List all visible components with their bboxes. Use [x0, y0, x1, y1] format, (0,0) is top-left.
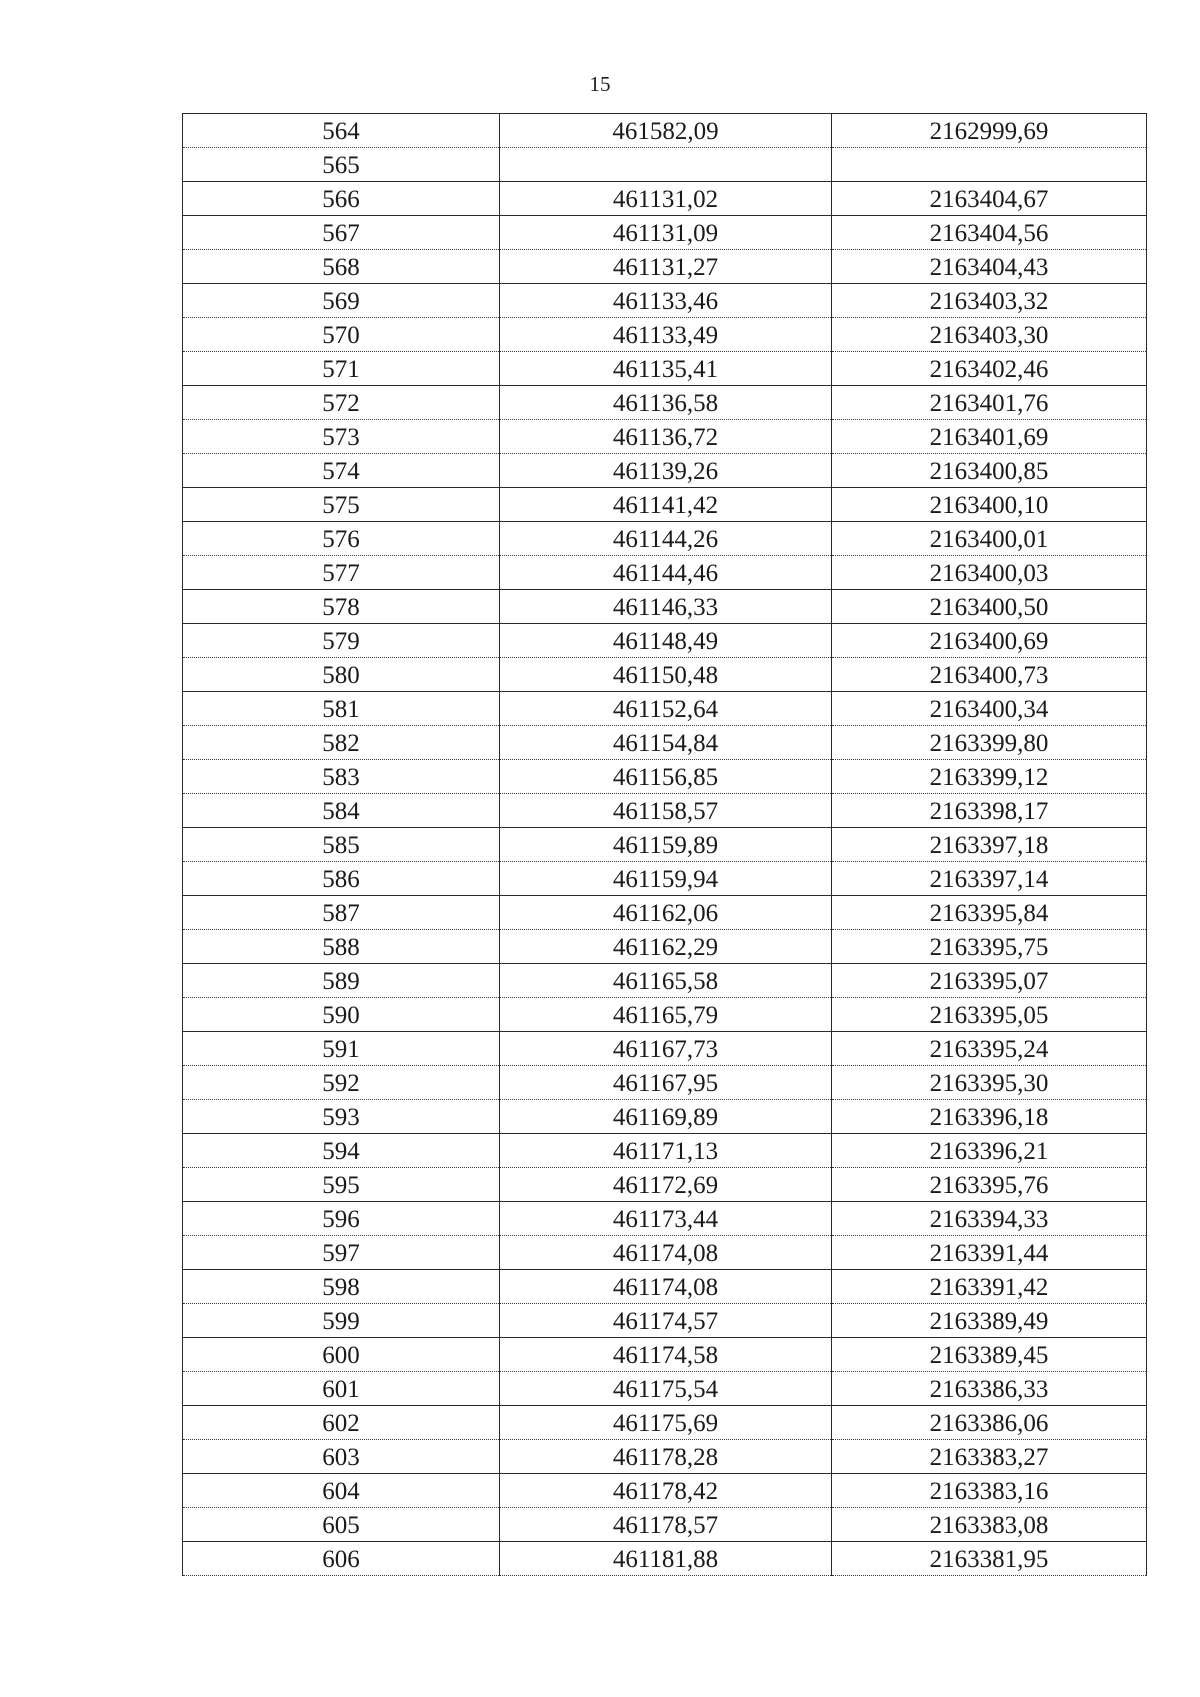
table-row [183, 1338, 1147, 1372]
y-coordinate-cell: 2163400,73 [832, 658, 1147, 692]
y-coordinate-cell: 2163402,46 [832, 352, 1147, 386]
table-row [183, 1270, 1147, 1304]
point-number-cell: 580 [183, 658, 500, 692]
point-number-cell: 605 [183, 1508, 500, 1542]
table-row [183, 420, 1147, 454]
x-coordinate-cell: 461174,08 [500, 1236, 832, 1270]
x-coordinate-cell: 461162,06 [500, 896, 832, 930]
y-coordinate-cell: 2163386,33 [832, 1372, 1147, 1406]
table-row [183, 1440, 1147, 1474]
point-number-cell: 592 [183, 1066, 500, 1100]
point-number-cell: 603 [183, 1440, 500, 1474]
x-coordinate-cell: 461181,88 [500, 1542, 832, 1576]
y-coordinate-cell: 2163397,14 [832, 862, 1147, 896]
y-coordinate-cell: 2163395,84 [832, 896, 1147, 930]
y-coordinate-cell: 2163383,08 [832, 1508, 1147, 1542]
point-number-cell: 597 [183, 1236, 500, 1270]
table-row [183, 1168, 1147, 1202]
point-number-cell: 582 [183, 726, 500, 760]
table-row [183, 1236, 1147, 1270]
x-coordinate-cell: 461144,26 [500, 522, 832, 556]
point-number-cell: 596 [183, 1202, 500, 1236]
y-coordinate-cell [832, 148, 1147, 182]
y-coordinate-cell: 2163404,67 [832, 182, 1147, 216]
point-number-cell: 598 [183, 1270, 500, 1304]
table-row [183, 1134, 1147, 1168]
y-coordinate-cell: 2163383,27 [832, 1440, 1147, 1474]
point-number-cell: 587 [183, 896, 500, 930]
table-row [183, 1100, 1147, 1134]
table-row [183, 1474, 1147, 1508]
x-coordinate-cell: 461139,26 [500, 454, 832, 488]
x-coordinate-cell: 461133,49 [500, 318, 832, 352]
point-number-cell: 604 [183, 1474, 500, 1508]
point-number-cell: 589 [183, 964, 500, 998]
table-row [183, 1304, 1147, 1338]
x-coordinate-cell: 461174,58 [500, 1338, 832, 1372]
x-coordinate-cell: 461171,13 [500, 1134, 832, 1168]
table-row [183, 386, 1147, 420]
x-coordinate-cell: 461136,58 [500, 386, 832, 420]
x-coordinate-cell: 461582,09 [500, 114, 832, 148]
table-row [183, 556, 1147, 590]
x-coordinate-cell: 461178,42 [500, 1474, 832, 1508]
x-coordinate-cell: 461165,58 [500, 964, 832, 998]
table-row [183, 1032, 1147, 1066]
y-coordinate-cell: 2163395,30 [832, 1066, 1147, 1100]
table-row [183, 454, 1147, 488]
y-coordinate-cell: 2163404,56 [832, 216, 1147, 250]
point-number-cell: 576 [183, 522, 500, 556]
point-number-cell: 601 [183, 1372, 500, 1406]
table-row [183, 114, 1147, 148]
point-number-cell: 593 [183, 1100, 500, 1134]
x-coordinate-cell: 461172,69 [500, 1168, 832, 1202]
y-coordinate-cell: 2162999,69 [832, 114, 1147, 148]
point-number-cell: 584 [183, 794, 500, 828]
point-number-cell: 585 [183, 828, 500, 862]
x-coordinate-cell: 461178,57 [500, 1508, 832, 1542]
x-coordinate-cell: 461167,95 [500, 1066, 832, 1100]
point-number-cell: 581 [183, 692, 500, 726]
y-coordinate-cell: 2163396,18 [832, 1100, 1147, 1134]
table-row [183, 1508, 1147, 1542]
table-row [183, 998, 1147, 1032]
point-number-cell: 578 [183, 590, 500, 624]
x-coordinate-cell: 461175,69 [500, 1406, 832, 1440]
table-row [183, 1542, 1147, 1576]
table-row [183, 624, 1147, 658]
y-coordinate-cell: 2163383,16 [832, 1474, 1147, 1508]
table-row [183, 352, 1147, 386]
y-coordinate-cell: 2163389,45 [832, 1338, 1147, 1372]
table-row [183, 182, 1147, 216]
x-coordinate-cell: 461148,49 [500, 624, 832, 658]
table-row [183, 216, 1147, 250]
x-coordinate-cell: 461131,09 [500, 216, 832, 250]
x-coordinate-cell: 461174,57 [500, 1304, 832, 1338]
x-coordinate-cell: 461135,41 [500, 352, 832, 386]
point-number-cell: 591 [183, 1032, 500, 1066]
y-coordinate-cell: 2163404,43 [832, 250, 1147, 284]
table-row [183, 148, 1147, 182]
point-number-cell: 579 [183, 624, 500, 658]
point-number-cell: 602 [183, 1406, 500, 1440]
table-row [183, 1202, 1147, 1236]
x-coordinate-cell: 461173,44 [500, 1202, 832, 1236]
y-coordinate-cell: 2163381,95 [832, 1542, 1147, 1576]
point-number-cell: 568 [183, 250, 500, 284]
table-row [183, 318, 1147, 352]
point-number-cell: 573 [183, 420, 500, 454]
point-number-cell: 577 [183, 556, 500, 590]
y-coordinate-cell: 2163400,03 [832, 556, 1147, 590]
x-coordinate-cell: 461152,64 [500, 692, 832, 726]
y-coordinate-cell: 2163400,01 [832, 522, 1147, 556]
x-coordinate-cell: 461169,89 [500, 1100, 832, 1134]
x-coordinate-cell: 461159,94 [500, 862, 832, 896]
point-number-cell: 569 [183, 284, 500, 318]
x-coordinate-cell: 461167,73 [500, 1032, 832, 1066]
y-coordinate-cell: 2163400,85 [832, 454, 1147, 488]
y-coordinate-cell: 2163395,07 [832, 964, 1147, 998]
y-coordinate-cell: 2163400,10 [832, 488, 1147, 522]
x-coordinate-cell: 461131,02 [500, 182, 832, 216]
table-row [183, 1372, 1147, 1406]
y-coordinate-cell: 2163403,32 [832, 284, 1147, 318]
page-number: 15 [589, 72, 611, 96]
point-number-cell: 599 [183, 1304, 500, 1338]
point-number-cell: 588 [183, 930, 500, 964]
point-number-cell: 570 [183, 318, 500, 352]
point-number-cell: 567 [183, 216, 500, 250]
y-coordinate-cell: 2163394,33 [832, 1202, 1147, 1236]
x-coordinate-cell: 461158,57 [500, 794, 832, 828]
x-coordinate-cell: 461136,72 [500, 420, 832, 454]
point-number-cell: 590 [183, 998, 500, 1032]
table-row [183, 862, 1147, 896]
table-row [183, 930, 1147, 964]
point-number-cell: 572 [183, 386, 500, 420]
point-number-cell: 575 [183, 488, 500, 522]
point-number-cell: 564 [183, 114, 500, 148]
point-number-cell: 574 [183, 454, 500, 488]
table-row [183, 828, 1147, 862]
y-coordinate-cell: 2163395,24 [832, 1032, 1147, 1066]
table-row [183, 964, 1147, 998]
x-coordinate-cell [500, 148, 832, 182]
point-number-cell: 586 [183, 862, 500, 896]
x-coordinate-cell: 461131,27 [500, 250, 832, 284]
y-coordinate-cell: 2163397,18 [832, 828, 1147, 862]
point-number-cell: 595 [183, 1168, 500, 1202]
table-row [183, 590, 1147, 624]
x-coordinate-cell: 461144,46 [500, 556, 832, 590]
y-coordinate-cell: 2163395,75 [832, 930, 1147, 964]
y-coordinate-cell: 2163400,34 [832, 692, 1147, 726]
table-row [183, 692, 1147, 726]
y-coordinate-cell: 2163400,50 [832, 590, 1147, 624]
point-number-cell: 606 [183, 1542, 500, 1576]
y-coordinate-cell: 2163403,30 [832, 318, 1147, 352]
table-row [183, 1066, 1147, 1100]
y-coordinate-cell: 2163391,44 [832, 1236, 1147, 1270]
y-coordinate-cell: 2163389,49 [832, 1304, 1147, 1338]
x-coordinate-cell: 461159,89 [500, 828, 832, 862]
table-row [183, 726, 1147, 760]
y-coordinate-cell: 2163391,42 [832, 1270, 1147, 1304]
y-coordinate-cell: 2163399,80 [832, 726, 1147, 760]
coordinates-table [182, 113, 1147, 1576]
point-number-cell: 600 [183, 1338, 500, 1372]
table-row [183, 896, 1147, 930]
y-coordinate-cell: 2163400,69 [832, 624, 1147, 658]
y-coordinate-cell: 2163395,76 [832, 1168, 1147, 1202]
point-number-cell: 594 [183, 1134, 500, 1168]
x-coordinate-cell: 461133,46 [500, 284, 832, 318]
x-coordinate-cell: 461150,48 [500, 658, 832, 692]
y-coordinate-cell: 2163399,12 [832, 760, 1147, 794]
y-coordinate-cell: 2163398,17 [832, 794, 1147, 828]
table-row [183, 794, 1147, 828]
table-row [183, 760, 1147, 794]
table-row [183, 488, 1147, 522]
coordinates-table-body [183, 114, 1147, 1576]
point-number-cell: 571 [183, 352, 500, 386]
x-coordinate-cell: 461141,42 [500, 488, 832, 522]
x-coordinate-cell: 461156,85 [500, 760, 832, 794]
y-coordinate-cell: 2163396,21 [832, 1134, 1147, 1168]
table-row [183, 658, 1147, 692]
point-number-cell: 566 [183, 182, 500, 216]
x-coordinate-cell: 461162,29 [500, 930, 832, 964]
y-coordinate-cell: 2163401,76 [832, 386, 1147, 420]
y-coordinate-cell: 2163401,69 [832, 420, 1147, 454]
table-row [183, 250, 1147, 284]
y-coordinate-cell: 2163395,05 [832, 998, 1147, 1032]
table-row [183, 284, 1147, 318]
point-number-cell: 583 [183, 760, 500, 794]
y-coordinate-cell: 2163386,06 [832, 1406, 1147, 1440]
table-row [183, 522, 1147, 556]
x-coordinate-cell: 461154,84 [500, 726, 832, 760]
table-row [183, 1406, 1147, 1440]
x-coordinate-cell: 461175,54 [500, 1372, 832, 1406]
x-coordinate-cell: 461178,28 [500, 1440, 832, 1474]
x-coordinate-cell: 461146,33 [500, 590, 832, 624]
x-coordinate-cell: 461165,79 [500, 998, 832, 1032]
x-coordinate-cell: 461174,08 [500, 1270, 832, 1304]
point-number-cell: 565 [183, 148, 500, 182]
